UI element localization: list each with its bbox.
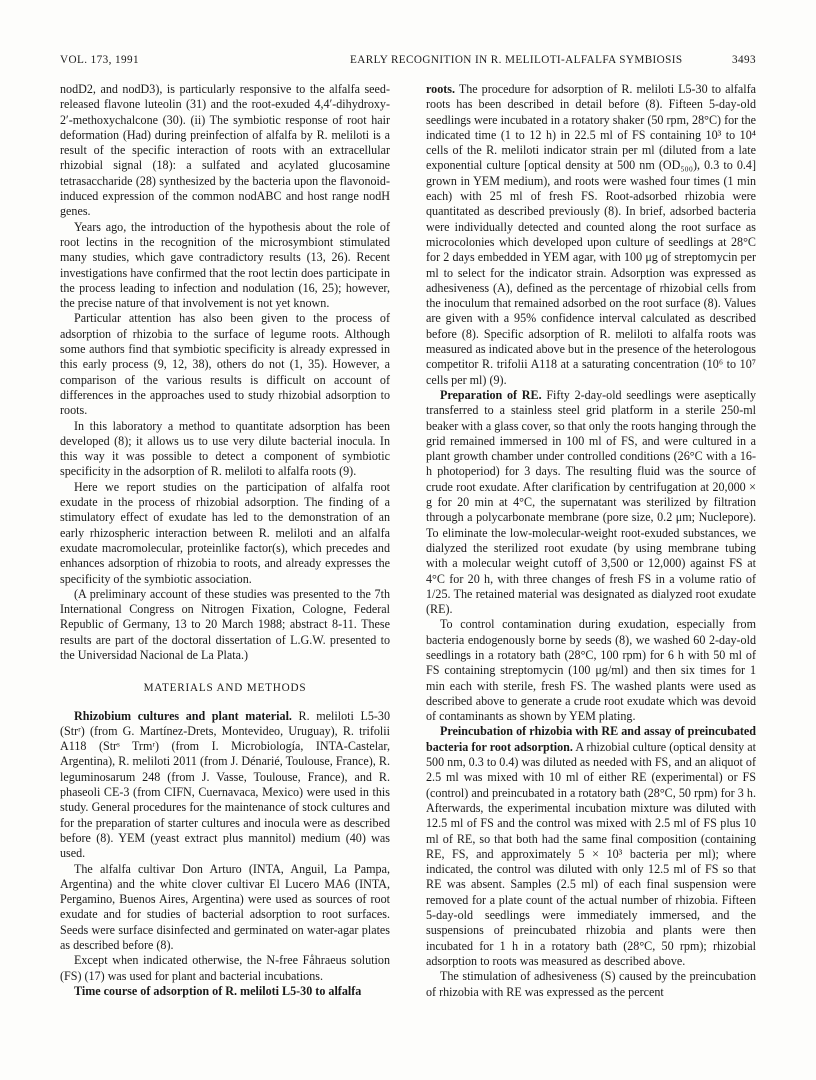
paragraph (60, 709, 390, 862)
paragraph-body: A rhizobial culture (optical density at 500 nm, 0.3 to 0.4) was diluted as needed with FS, and an aliquot of 2.5 ml was mixed with 10 ml of either RE (experimental) or FS (control) and preincubated in a rotatory bath (28°C, 50 rpm) for 3 h. Afterwards, the experimental incubation mixture was diluted with 12.5 ml of FS and the control was mixed with 2.5 ml of FS plus 10 ml of RE, so that both had the same final composition (containing RE, FS, and approximately 5 × 10³ bacteria per ml); where indicated, the control was diluted with only 12.5 ml of FS so that RE was absent. Samples (2.5 ml) of each final suspension were removed for a plate count of the actual number of rhizobia. Fifteen 5-day-old seedlings were immediately immersed, and the suspensions of preincubated rhizobia and plants were then incubated for 1 h in a rotatory bath (28°C, 50 rpm); rhizobial adsorption to roots was measured as described above. (426, 739, 756, 968)
run-in-heading: Time course of adsorption of R. meliloti L5-30 to alfalfa (74, 983, 362, 998)
paragraph: Particular attention has also been given to the process of adsorption of rhizobia to the surface of legume roots. Although some authors find that symbiotic specificity is already expressed in this early process (9, 12, 38), others do not (1, 35). However, a comparison of the various results is difficult on account of differences in the approaches used to study rhizobial adsorption to roots. (60, 311, 390, 418)
paragraph: The stimulation of adhesiveness (S) caused by the preincubation of rhizobia with RE was expressed as the percent (426, 969, 756, 999)
section-heading: MATERIALS AND METHODS (143, 682, 307, 695)
running-title: EARLY RECOGNITION IN R. MELILOTI-ALFALFA SYMBIOSIS (350, 54, 683, 66)
run-in-heading: Preincubation of rhizobia with RE and assay of preincubated bacteria for root adsorption. (426, 724, 756, 754)
paragraph-body: The procedure for adsorption of R. meliloti L5-30 to alfalfa roots has been described in detail before (8). Fifteen 5-day-old seedlings were incubated in a rotatory shaker (50 rpm, 28°C) for the indicated time (1 to 12 h) in 22.5 ml of FS containing 10³ to 10⁴ cells of the R. meliloti indicator strain per ml (diluted from a late exponential culture [optical density at 500 nm (OD₅₀₀), 0.3 to 0.4] grown in YEM medium), and roots were washed four times (1 min each) with 25 ml of fresh FS. Root-adsorbed rhizobia were quantitated as described previously (8). In brief, adsorbed bacteria were individually detected and counted along the root surface as microcolonies which developed upon culture of seedlings at 28°C for 2 days embedded in YEM agar, with 100 μg of streptomycin per ml to select for the indicator strain. Adsorption was expressed as adhesiveness (A), defined as the percentage of rhizobial cells from the inoculum that remained adsorbed on the root surface (8). Values are given with a 95% confidence interval calculated as described before (8). Specific adsorption of R. meliloti to alfalfa roots was measured as indicated above but in the presence of the heterologous competitor R. trifolii A118 at a saturating concentration (10⁶ to 10⁷ cells per ml) (9). (426, 82, 756, 387)
paragraph (426, 82, 756, 388)
paragraph: To control contamination during exudation, especially from bacteria endogenously borne by seeds (8), we washed 60 2-day-old seedlings in a rotatory bath (28°C, 100 rpm) for 6 h with 50 ml of FS containing streptomycin (100 μg/ml) and then six times for 1 min each with sterile, fresh FS. The washed plants were used as described above to generate a crude root exudate which was devoid of contaminants as shown by YEM plating. (426, 617, 756, 724)
paragraph: Except when indicated otherwise, the N-free Fåhraeus solution (FS) (17) was used for plant and bacterial incubations. (60, 953, 390, 983)
paragraph: (A preliminary account of these studies was presented to the 7th International Congress on Nitrogen Fixation, Cologne, Federal Republic of Germany, 13 to 20 March 1988; abstract 8-11. These results are part of the doctoral dissertation of L.G.W. presented to the Universidad Nacional de La Plata.) (60, 586, 390, 662)
right-column (426, 82, 756, 1000)
paragraph-body: Fifty 2-day-old seedlings were aseptically transferred to a stainless steel grid platform in a sterile 250-ml beaker with a glass cover, so that only the roots hanging through the grid remained immersed in 100 ml of FS, and were cultured in a plant growth chamber under controlled conditions (26°C with a 16-h photoperiod) for 3 days. The resulting fluid was the source of crude root exudate. After clarification by centrifugation at 20,000 × g for 20 min at 4°C, the supernatant was sterilized by filtration through a polycarbonate membrane (pore size, 0.2 μm; Nuclepore). To eliminate the low-molecular-weight root-exuded substances, we dialyzed the sterilized root exudate (by using membrane tubing with a molecular weight cutoff of 3,500 or 12,000) against FS at 4°C for 20 h, with three changes of fresh FS in a volume ratio of 1/25. The retained material was designated as dialyzed root exudate (RE). (426, 387, 756, 617)
paragraph: The alfalfa cultivar Don Arturo (INTA, Anguil, La Pampa, Argentina) and the white clover cultivar El Lucero MA6 (INTA, Pergamino, Buenos Aires, Argentina) were used as sources of root exudate and for studies of bacterial adsorption to root surfaces. Seeds were surface disinfected and germinated on water-agar plates as described before (8). (60, 861, 390, 953)
volume-label: VOL. 173, 1991 (60, 54, 139, 66)
paragraph: Here we report studies on the participation of alfalfa root exudate in the process of rhizobial adsorption. The finding of a stimulatory effect of exudate has led to the demonstration of an early rhizospheric interaction between R. meliloti and an alfalfa exudate macromolecular, proteinlike factor(s), which precedes and enhances adsorption of rhizobia to roots, and already expresses the specificity of the symbiotic association. (60, 479, 390, 586)
paragraph: nodD2, and nodD3), is particularly responsive to the alfalfa seed-released flavone luteolin (31) and the root-exuded 4,4′-dihydroxy-2′-methoxychalcone (30). (ii) The symbiotic response of root hair deformation (Had) during preinfection of alfalfa by R. meliloti is a result of the specific interaction of roots with an extracellular rhizobial signal (18): a sulfated and acylated glucosamine tetrasaccharide (28) synthesized by the bacteria upon the flavonoid-induced expression of the common nodABC and host range nodH genes. (60, 82, 390, 219)
paragraph-body: R. meliloti L5-30 (Strʳ) (from G. Martínez-Drets, Montevideo, Uruguay), R. trifolii A118 (Strˢ Trmʳ) (from I. Microbiología, INTA-Castelar, Argentina), R. meliloti 2011 (from J. Dénarié, Toulouse, France), R. leguminosarum 248 (from J. Vasse, Toulouse, France), and R. phaseoli CE-3 (from CIFN, Cuernavaca, Mexico) were used in this study. General procedures for the maintenance of stock cultures and for the preparation of starter cultures and inocula were as described before (8). YEM (yeast extract plus mannitol) medium (40) was used. (60, 708, 390, 861)
paragraph (426, 388, 756, 617)
paragraph (426, 724, 756, 969)
left-column (60, 82, 390, 999)
paragraph: In this laboratory a method to quantitate adsorption has been developed (8); it allows us to use very dilute bacterial inocula. In this way it was possible to detect a component of symbiotic specificity in the adsorption of R. meliloti to alfalfa roots (9). (60, 418, 390, 479)
page-number: 3493 (732, 54, 756, 66)
run-in-heading: Preparation of RE. (440, 387, 542, 402)
run-in-heading: roots. (426, 82, 456, 96)
run-in-heading: Rhizobium cultures and plant material. (74, 708, 292, 723)
paragraph: Years ago, the introduction of the hypothesis about the role of root lectins in the recognition of the microsymbiont stimulated many studies, which gave contradictory results (13, 26). Recent investigations have confirmed that the root lectin does participate in the process leading to infection and nodulation (16, 25); however, the precise nature of that involvement is not yet known. (60, 219, 390, 311)
running-header (60, 54, 756, 74)
paragraph (60, 984, 390, 999)
